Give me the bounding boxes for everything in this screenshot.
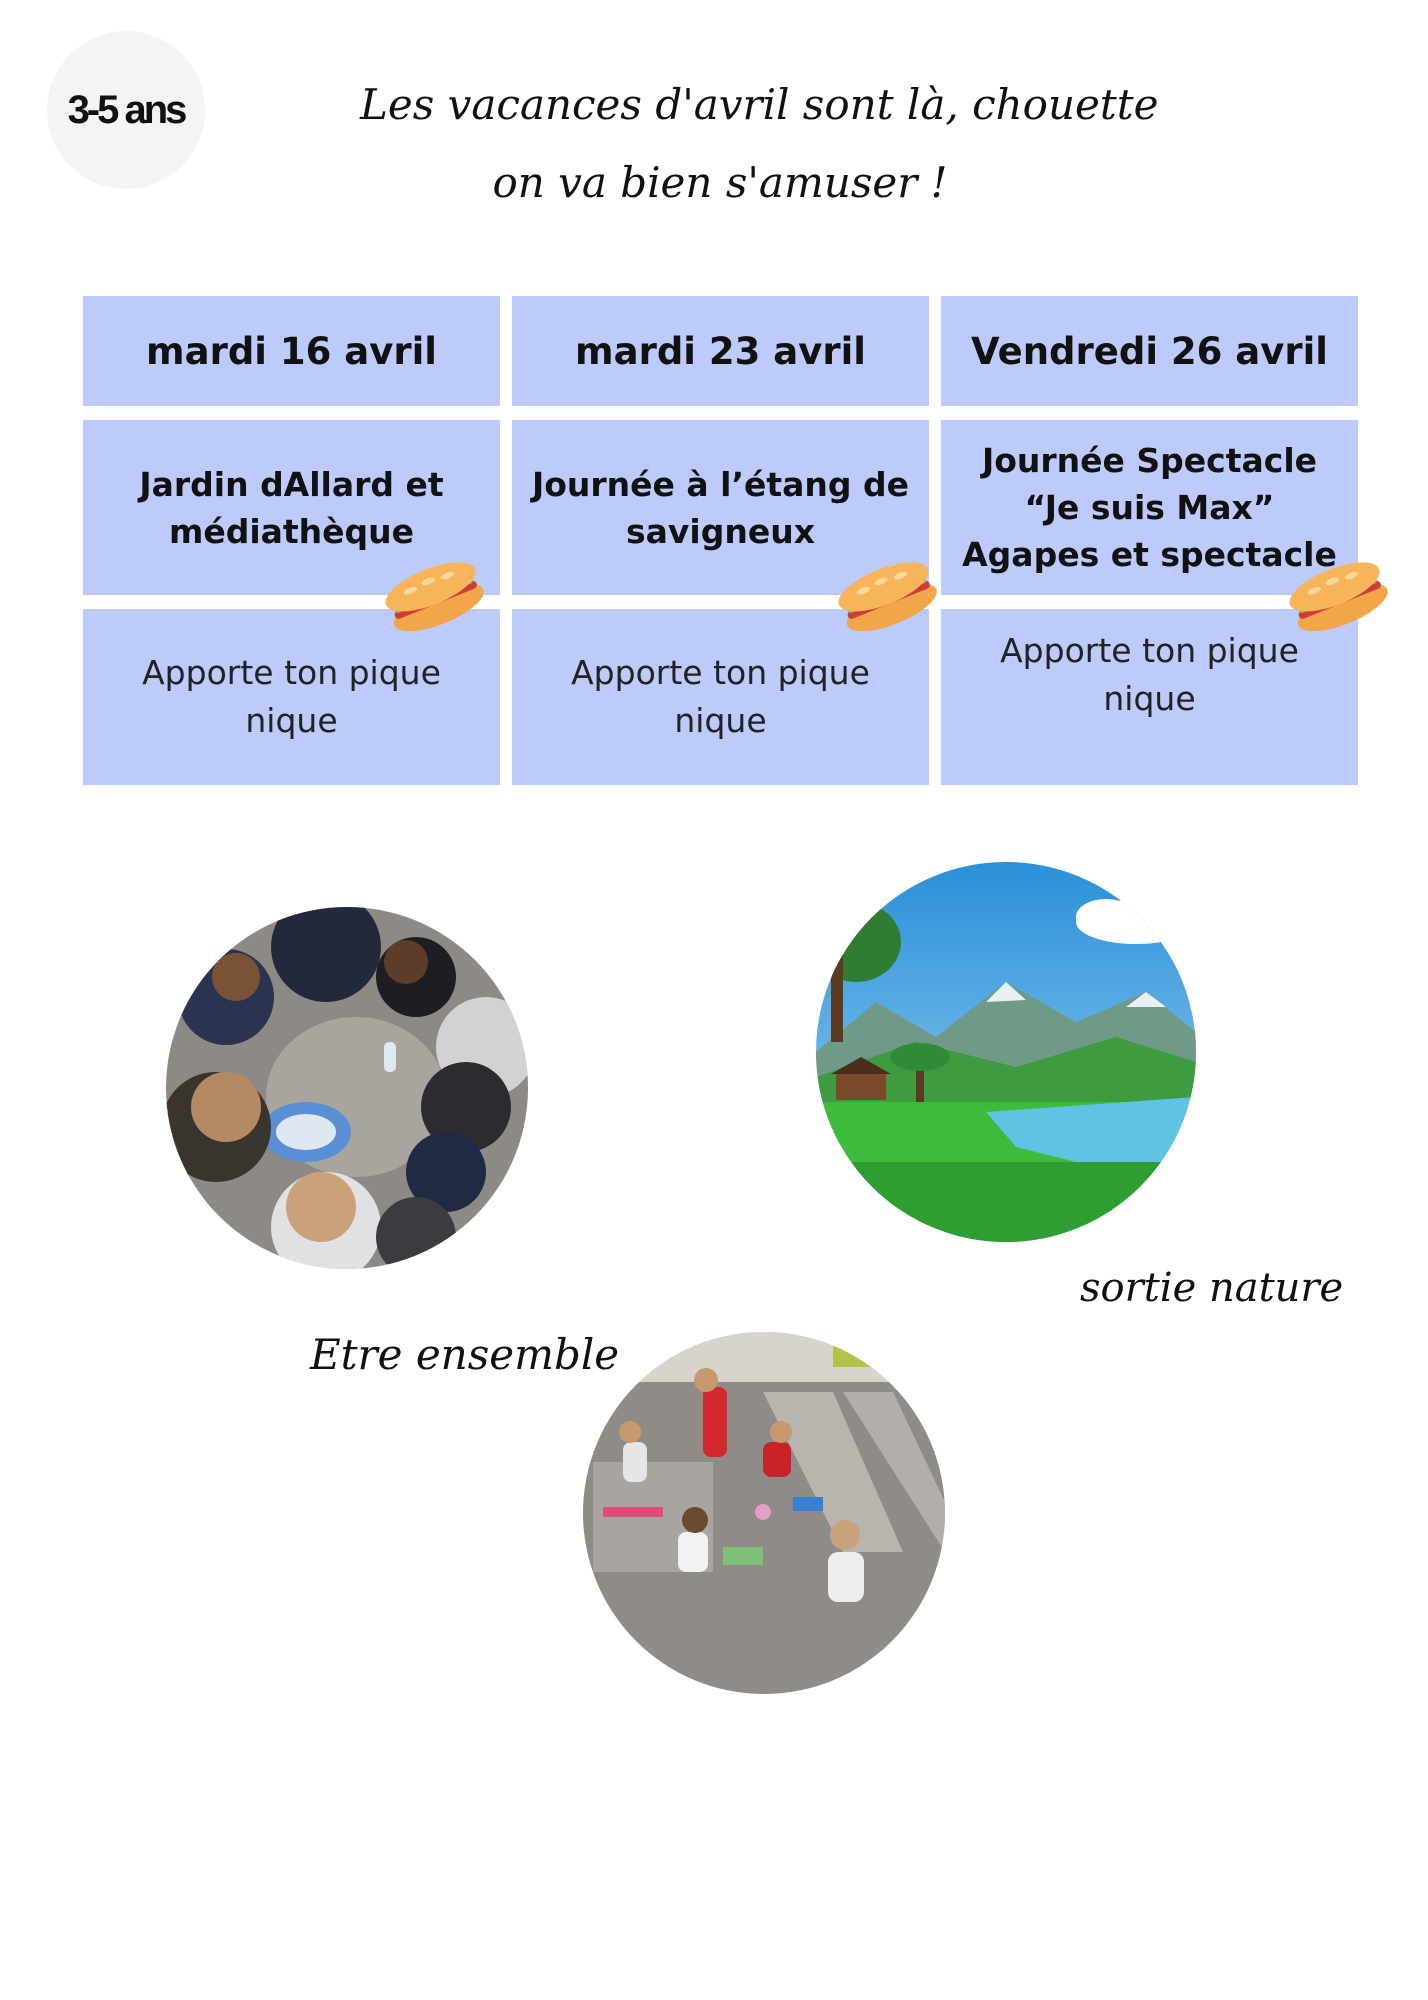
note-label-1: Apporte ton pique nique <box>142 653 441 740</box>
sandwich-icon <box>836 556 940 640</box>
note-label-2: Apporte ton pique nique <box>571 653 870 740</box>
activity-label-3: Journée Spectacle “Je suis Max” Agapes et spectacle <box>962 441 1337 574</box>
sandwich-icon <box>1287 556 1391 640</box>
nature-landscape-image <box>816 862 1196 1242</box>
date-header-1: mardi 16 avril <box>83 296 500 406</box>
date-header-2: mardi 23 avril <box>512 296 929 406</box>
sandwich-icon <box>383 556 487 640</box>
activity-label-2: Journée à l’étang de savigneux <box>531 464 910 551</box>
children-playing-photo <box>583 1332 945 1694</box>
note-label-3: Apporte ton pique nique <box>1000 631 1299 718</box>
caption-together: Etre ensemble <box>310 1330 620 1379</box>
children-circle-photo <box>166 907 528 1269</box>
age-badge-label: 3-5 ans <box>67 87 185 132</box>
date-header-3: Vendredi 26 avril <box>941 296 1358 406</box>
page-title-line-1: Les vacances d'avril sont là, chouette <box>360 80 1159 129</box>
activity-label-1: Jardin dAllard et médiathèque <box>139 464 444 551</box>
page-title-line-2: on va bien s'amuser ! <box>492 158 948 207</box>
caption-nature: sortie nature <box>1080 1265 1344 1311</box>
age-badge <box>47 31 205 189</box>
